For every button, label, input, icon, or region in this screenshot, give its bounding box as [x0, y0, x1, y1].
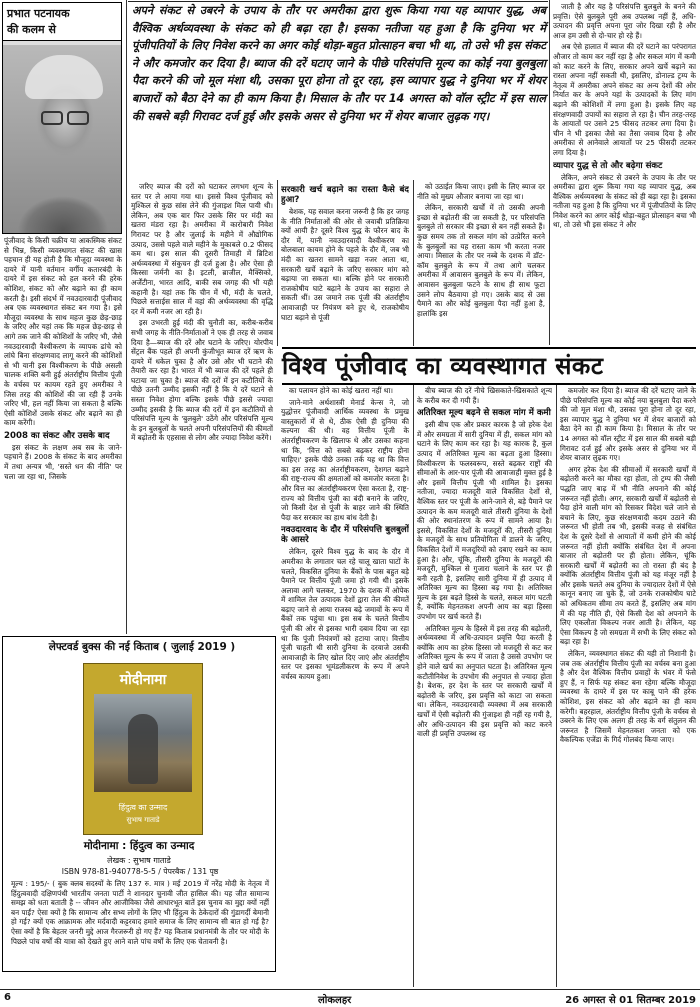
subheading: व्यापार युद्ध से तो और बढ़ेगा संकट	[553, 160, 663, 171]
book-advertisement	[2, 636, 276, 972]
paragraph: को उठाईत किया जाए। इसी के लिए ब्याज दर नीति को मुख्य औजार बनाया जा रहा था।	[417, 182, 545, 201]
author-photo	[3, 45, 121, 233]
paragraph: अब ऐसे हालात में ब्याज की दरें घटाने का परंपरागत औजार तो काम कर नहीं रहा है और सकल मांग में कमी को काट करने के लिए, सरकार अपने खर्चे बढ़ाने का रास्ता अपना नहीं सकती थी, इसलिए, डोनाल्ड ट्रम्प के नेतृत्व में अमरीका अपने संकट का अन्य देशों की ओर निर्यात कर के अपने यहां के उत्पादकों के लिए मांग बढ़ाने की कोशिशों में लगा हुआ है। इसके लिए वह संरक्षणवादी उपायों का सहारा ले रहा है। चीन तरह-तरह के आयातों पर उसने 25 फीसद तटकर लगा दिया है। चीन ने भी इसका जैसे का तैसा जवाब दिया है और अमरीका से आनेवाले आयातों पर 25 फीसदी तटकर लगा दिया है।	[553, 42, 696, 157]
pull-quote: अपने संकट से उबरने के उपाय के तौर पर अमरीका द्वारा शुरू किया गया यह व्यापार युद्ध, अब वैश्विक अर्थव्यवस्था के संकट को ही बढ़ा रहा है। इसका नतीजा यह हुआ है कि दुनिया भर में पूंजीपतियों के लिए निवेश करने का अगर कोई थोड़ा-बहुत प्रोत्साहन बचा भी था, तो उसे भी इस संकट ने और कमजोर कर दिया है। ब्याज की दरें घटाए जाने के पीछे परिसंपत्ति मूल्य का कोई नया बुलबुला पैदा करने की जो मूल मंशा थी, उसका पूरा होना तो दूर रहा, इस व्यापार युद्ध ने दुनिया भर में शेयर बाजारों को बैठा देने का ही काम किया है। मिसाल के तौर पर 14 अगस्त को वॉल स्ट्रीट में इस साल की सबसे बड़ी गिरावट दर्ज हुई और इसके असर से दुनिया भर में शेयर बाजार लुढ़क गए।	[132, 4, 546, 123]
subheading: सरकारी खर्च बढ़ाने का रास्ता कैसे बंद हुआ?	[281, 185, 409, 205]
article-headline: विश्व पूंजीवाद का व्यवस्थागत संकट	[282, 347, 696, 385]
subheading: नवउदारवाद के दौर में परिसंपत्ति बुलबुलों के आसरे	[281, 525, 409, 546]
subheading: अतिरिक्त मूल्य बढ़ने से सकल मांग में कमी	[417, 408, 551, 419]
paragraph: कमजोर कर दिया है। ब्याज की दरें घटाए जाने के पीछे परिसंपत्ति मूल्य का कोई नया बुलबुला पैदा करने की जो मूल मंशा थी, उसका पूरा होना तो दूर रहा, इस व्यापार युद्ध ने दुनिया भर में शेयर बाजारों को बैठा देने का ही काम किया है। मिसाल के तौर पर 14 अगस्त को वॉल स्ट्रीट में इस साल की सबसे बड़ी गिरावट दर्ज हुई और इसके असर से दुनिया भर में शेयर बाजार लुढ़क गए।	[560, 386, 696, 463]
paragraph: लेकिन, सरकारी खर्चों में तो उसकी अपनी इच्छा से बढ़ोतरी की जा सकती है, पर परिसंपत्ति बुलबुले तो सरकार की इच्छा से बन नहीं सकते हैं। कुछ समय तक तो सकल मांग को उत्प्रेरित करने के बुलबुलों का यह रास्ता काम भी करता नजर आया। मिसाल के तौर पर नब्बे के दशक में डॉट-कॉम बुलबुले के रूप में तथा आगे चलकर अमरीका में आवासन बुलबुले के रूप में। लेकिन, आवासन बुलबुला फटने के साथ ही साथ फूटा उसने लोप बैठवाया हो गए। उसके बाद से उस पैमाने का और कोई बुलबुला पैदा नहीं हुआ है, हालांकि इस	[417, 203, 545, 318]
article-column-5	[553, 2, 696, 345]
article-column-8	[560, 386, 696, 986]
article-column-3	[281, 182, 409, 344]
paragraph: जरिए ब्याज की दरों को घटाकर लगभग शून्य के स्तर पर ले आया गया था। इससे विश्व पूंजीवाद को मुश्किल से कुछ सांस लेने की गुंजाइश मिल पायी थी। लेकिन, अब एक बार फिर उसके सिर पर मंदी का खतरा मंडरा रहा है। अमरीका में कारोबारी निवेश गिरावट पर है और जुलाई के महीने में औद्योगिक उत्पाद, उससे पहले वाले महीने के मुकाबले 0.2 फीसद कम था। इस साल की दूसरी तिमाही में ब्रिटिश अर्थव्यवस्था में संकुचन ही दर्ज हुआ है। और ऐसा ही किस्सा जर्मनी का है। इटली, ब्राजील, मैक्सिको, अर्जेंटीना, भारत आदि, बाकी सब जगह की भी यही कहानी है। यहां तक कि चीन में भी, मंदी के चलते, पिछले सत्ताईस साल में वहां की अर्थव्यवस्था की वृद्धि दर में कमी नजर आ रही है।	[131, 182, 273, 316]
article-column-6	[281, 386, 409, 986]
paragraph: अतिरिक्त मूल्य के हिस्से में इस तरह की बढ़ोतरी, अर्थव्यवस्था में अधि-उत्पादन प्रवृत्ति पैदा करती है क्योंकि आय का हरेक हिस्सा जो मजदूरी से कट कर अतिरिक्त मूल्य के रूप में जाता है उससे उपभोग पर होने वाले खर्च का अनुपात घटता है। अतिरिक्त मूल्य कटौतीनिवेश के उपभोग की अनुपात से ज्यादा होता है। बेशक, हर देश के स्तर पर सरकारी खर्चों में बढ़ोतरी के जरिए, इस प्रवृत्ति को काटा जा सकता था। लेकिन, नवउदारवादी व्यवस्था में अब सरकारी खर्चों में ऐसी बढ़ोतरी की गुंजाइश ही नहीं रह गयी है, और अधि-उत्पादन की इस प्रवृत्ति को काट करने वाली ही प्रवृत्ति उपलब्ध रह	[417, 623, 552, 739]
book-ad-header: लेफ्टवर्ड बुक्स की नई किताब ( जुलाई 2019 )	[48, 641, 236, 653]
paragraph: लेकिन, व्यवस्थागत संकट की यही तो निशानी है। जब तक अंतर्राष्ट्रीय वित्तीय पूंजी का वर्चस्व बना हुआ है और देश वैश्विक वित्तीय प्रवाहों के भंवर में फंसे हुए हैं, न सिर्फ यह संकट बना रहेगा बल्कि मौजूदा व्यवस्था के दायरे में इस पर काबू पाने की हरेक कोशिश, इस संकट को और बढ़ाने का ही काम करेगी। बहरहाल, अंतर्राष्ट्रीय वित्तीय पूंजी के वर्चस्व से उबरने के लिए एक अलग ही तरह के वर्ग संतुलन की जरूरत है जिसमें मेहनतकश जनता को एक वैकल्पिक एजेंडा के गिर्द गोलबंद किया जाए।	[560, 649, 696, 745]
book-isbn: ISBN 978-81-940778-5-5 / पेपरबैक / 131 पृष्ठ	[61, 867, 219, 876]
book-cover-image	[94, 694, 192, 792]
paragraph: अगर हरेक देश की सीमाओं में सरकारी खर्चों में बढ़ोतरी करने का मौका रहा होता, तो ट्रम्प की जैसी पद्धति जाए बाढ़ में भी नीति अपनाने की कोई जरूरत नहीं होती। अगर, सरकारी खर्चों में बढ़ोतरी से पैदा होने वाली मांग को रिसकर विदेश चले जाने से बचाने के लिए, कुछ संरक्षणवादी कदम उठाने की जरूरत भी होती तब भी, इसकी वजह से संबंधित देश के दूसरे देशों से आयातों में कमी होने की कोई जरूरत नहीं होती क्योंकि संबंधित देश में अपना बाजार तो बढ़ोतरी पर ही होता। लेकिन, चूंकि सरकारी खर्चों में बढ़ोतरी का तो रास्ता ही बंद है क्योंकि अंतर्राष्ट्रीय वित्तीय पूंजी को यह मंजूर नहीं है और इसके चलते अब दुनिया के ज्यादातर देशों में ऐसे कानून बनाए जा चुके हैं, जो उनके राजकोषीय घाटे को अधिकतम सीमा तय करते हैं, इसलिए अब मांग में की यह नीति ही, ऐसे किसी देश को अपनाने के लिए एकलौता विकल्प नजर आती है। लेकिन, यह ऐसा विकल्प है जो समग्रता में सभी के लिए संकट को बढ़ा रहा है।	[560, 464, 696, 647]
paragraph: इस उभरती हुई मंदी की चुनौती का, करीब-करीब सभी जगह के नीति-निर्माताओं ने एक ही तरह से जवाब दिया है—ब्याज की दरें और घटाने के जरिए। योरपीय सेंट्रल बैंक पहले ही अपनी कुंजीभूत ब्याज दरें ऋण के दायरे में धकेल चुका है और उसे और भी घटाने की तैयारी कर रहा है। भारत में भी ब्याज की दरें पहले ही घटाया जा चुका है। ब्याज की दरों में इन कटौतियों के पीछे उतनी उम्मीद इसकी नहीं है कि ये दरें घटाने से सस्ता निवेश होगा बल्कि इसके पीछे इससे ज्यादा उम्मीद इसकी है कि ब्याज की दरों में इन कटौतियों से परिसंपत्ति मूल्य के 'बुलबुले' उठेंगे और परिसंपत्ति मूल्य के इन बुलबुलों के चलते अपनी परिसंपत्तियों की कीमतों में बढ़ोतरी के एहसास से लोग और ज्यादा निवेश करेंगे।	[131, 318, 273, 443]
article-column-1	[4, 236, 122, 632]
paragraph: जाने-माने अर्थशास्त्री मेनार्ड केन्स ने, जो युद्धोत्तर पूंजीवादी आर्थिक व्यवस्था के प्रमुख वास्तुकारों में से थे, ठीक ऐसी ही दुनिया की कल्पना की थी। वह वित्तीय पूंजी के अंतर्राष्ट्रीयकरण के खिलाफ थे और उसका कहना था कि, 'वित्त को सबसे बढ़कर राष्ट्रीय होना चाहिए।' इसके पीछे उनका तर्क यह था कि वित्त का इस तरह का अंतर्राष्ट्रीयकरण, देशगत बढ़ाने की राष्ट्र-राज्य की क्षमताओं को कमजोर करता है। और वित्त का अंतर्राष्ट्रीयकरण ऐसा करता है, राष्ट्र-राज्य को वित्तीय पूंजी का बंदी बनाने के जरिए, जो किसी देश से पूंजी के बाहर जाने की स्थिति पैदा कर सरकार का हाथ बांध देती है।	[281, 397, 409, 522]
book-description: मूल्य : 195/- ( बुक क्लब सदस्यों के लिए 137 रु. मात्र ) मई 2019 में नरेंद्र मोदी के नेतृत्व में हिंदुत्ववादी दक्षिणपंथी भारतीय जनता पार्टी ने शानदार चुनावी जीत हासिल की। यह जीत सामान्य समझ को धता बताती है -- जीवन और आजीविका जैसे आधारभूत बातें इस चुनाव का मुद्दा क्यों नहीं बन पाईं? ऐसा क्यों है कि सामान्य और सभ्य लोगों के लिए भी हिंदुत्व के ठेकेदारों की गुंडागर्दी बेमानी हो गई? क्यों एक आक्रामक और मर्दवादी कट्टरवाद हमारे समाज के लिए सामान्य सी बात हो गई है? ऐसा क्यों है कि बेहतर जनरी मुद्दे आज गैरजरूरी हो गए हैं? यह किताब प्रधानमंत्री के तौर पर मोदी के पिछले पांच वर्षों की यात्रा को देखते हुए आने वाले पांच वर्षों के लिए एक चेतावनी है।	[11, 879, 269, 946]
issue-date: 26 अगस्त से 01 सितम्बर 2019	[565, 995, 696, 1006]
author-byline: की कलम से	[7, 23, 56, 36]
subheading: 2008 का संकट और उसके बाद	[4, 430, 110, 441]
book-cover-subtitle: हिंदुत्व का उन्माद	[118, 803, 168, 812]
book-author: लेखक : सुभाष गाताडे	[107, 856, 171, 865]
book-cover[interactable]	[83, 663, 203, 835]
author-caption	[3, 3, 121, 41]
book-cover-author: सुभाष गाताडे	[126, 816, 160, 824]
author-name: प्रभात पटनायक	[7, 7, 70, 20]
article-column-2	[131, 182, 273, 636]
article-column-4	[417, 182, 545, 344]
paragraph: लेकिन, अपने संकट से उबरने के उपाय के तौर पर अमरीका द्वारा शुरू किया गया यह व्यापार युद्ध, अब वैश्विक अर्थव्यवस्था के संकट को ही बढ़ा रहा है। इसका नतीजा यह हुआ है कि दुनिया भर में पूंजीपतियों के लिए निवेश करने का अगर कोई थोड़ा-बहुत प्रोत्साहन बचा भी था, तो उसे भी इस संकट ने और	[553, 172, 696, 230]
author-box	[2, 2, 122, 234]
paragraph: पूंजीवाद के किसी चक्रीय या आकस्मिक संकट से भिन्न, किसी व्यवस्थागत संकट की खास पहचान ही यह होती है कि मौजूदा व्यवस्था के दायरे में यानी वर्तमान वर्गीय कतारबंदी के दायरे में इस संकट को हल करने की हरेक कोशिश, संकट को और बढ़ाने का ही काम करती है। इसी संदर्भ में नवउदारवादी पूंजीवाद अब एक व्यवस्थागत संकट बन गया है। इसे मौजूदा व्यवस्था के साथ महज कुछ छेड़-छाड़ के जरिए और यहां तक कि महज छेड़-छाड़ से आगे तक जाने की कोशिशों के जरिए भी, जैसे नवउदारवादी वैश्वीकरण के व्यापक ढांचे को लांघे बिना संरक्षणवाद लागू करने की कोशिशों से भी यानी इस विश्वीकरण के पीछे असली चालक शक्ति बनी हुई अंतर्राष्ट्रीय वित्तीय पूंजी के वर्चस्व पर कायम रहते हुए अमरीका ने जिस तरह की कोशिशें की जा रही हैं उनके जरिए भी, हल नहीं किया जा सकता है बल्कि ऐसी कोशिशें उसके संकट और बढ़ाने का ही काम करेंगी।	[4, 236, 122, 428]
paragraph: बीच ब्याज की दरें नीचे खिसकाते-खिसकाते शून्य के करीब कर दी गयी हैं।	[417, 386, 552, 405]
article-column-7	[417, 386, 552, 986]
paragraph: जाती है और यह है परिसंपत्ति बुलबुले के बनने की प्रवृत्ति। ऐसे बुलबुले पूरी अब उपलब्ध नहीं हैं, अधि-उत्पादन की प्रवृत्ति अपना पूरा जोर दिखा रही है और आज हम उसी से दो-चार हो रहे हैं।	[553, 2, 696, 40]
paragraph: लेकिन, दूसरे विश्व युद्ध के बाद के दौर में अमरीका के लगातार चल रहे चालू खाता घाटों के चलते, विकसित दुनिया के बैंकों के पास बहुत बड़े पैमाने पर वित्तीय पूंजी जमा हो गयी थी। इसके अलावा आगे चलकर, 1970 के दशक में ओपेक में शामिल तेल उत्पादक देशों द्वारा तेल की कीमतें बढ़ाए जाने से आया राजस्व बढ़े जमावों के रूप में बैंकों तक पहुंचा था। इस सब के चलते वित्तीय पूंजी की ओर से इसका भारी दबाव दिया जा रहा था कि पूंजी नियंत्रणों को हटाया जाए। वित्तीय पूंजी चाहती थी सारी दुनिया के दरवाजे उसकी आवाजाही के लिए खोल दिए जाएं और अंतर्राष्ट्रीय स्तर पर इसका भूमंडलीकरण के रूप में अपने वर्चस्व कायम हुआ।	[281, 547, 409, 682]
paragraph: इसी बीच एक और प्रकार कारक है जो हरेक देश में और समग्रता में सारी दुनिया में ही, सकल मांग को घटाने के लिए काम कर रहा है। यह कारक है, कुल उत्पाद में अतिरिक्त मूल्य का बढ़ता हुआ हिस्सा। विश्वीकरण के फलस्वरूप, सस्ते बढ़कर राष्ट्रों की सीमाओं के आर-पार पूंजी की आवाजाही मुक्त हुई है और इसमें वित्तीय पूंजी भी शामिल है। इसका नतीजा, ज्यादा मजदूरी वाले विकसित देशों से, वैश्विक स्तर पर पूंजी के आने-जाने से, बड़े पैमाने पर उत्पादन के कम मजदूरी वाले तीसरी दुनिया के देशों की ओर स्थानांतरण के रूप में सामने आया है। इससे, विकसित देशों के मजदूरों की, तीसरी दुनिया के मजदूरों के साथ प्रतियोगिता में डालने के जरिए, विकसित देशों में मजदूरियों को दबाए रखने का काम हुआ है। और, चूंकि, तीसरी दुनिया के मजदूरों की मजदूरी, मुश्किल से गुजारा चलाने के स्तर पर ही बनी रहती है, इसलिए सारी दुनिया में ही उत्पाद में अतिरिक्त मूल्य का हिस्सा बढ़ गया है। अतिरिक्त मूल्य के इस बढ़ते हिस्से के चलते, सकल मांग घटती है, क्योंकि मेहनतकश अपनी आय का बड़ा हिस्सा उपभोग पर खर्च करते हैं।	[417, 420, 552, 622]
publication-name: लोकलहर	[318, 995, 352, 1006]
book-cover-title: मोदीनामा	[119, 672, 167, 688]
book-title: मोदीनामा : हिंदुत्व का उन्माद	[83, 840, 195, 852]
paragraph: का पलायन होने का कोई खतरा नहीं था।	[289, 386, 393, 395]
paragraph: बेशक, यह सवाल करना जरूरी है कि हर जगह के नीति निर्माताओं की ओर से जवाबी प्रतिक्रिया क्यों आयी है? दूसरे विश्व युद्ध के फौरन बाद के दौर में, यानी नवउदारवादी वैश्वीकरण का बोलबाला कायम होने के पहले के दौर में, जब भी मंदी का खतरा सामने खड़ा नजर आता था, सरकारी खर्चे बढ़ाने के जरिए सरकार मांग को बढ़ाया जा सकता था। बल्कि होने पर सरकारी राजकोषीय घाटे बढ़ाने के उपाय का सहारा ले सकती थीं। उस जमाने तक पूंजी की अंतर्राष्ट्रीय आवाजाही पर नियंत्रण बने हुए थे, राजकोषीय घाटा बढ़ाने से पूंजी	[281, 207, 409, 322]
page-number: 6	[4, 992, 11, 1003]
paragraph: इस संकट के लक्षण अब सब के जाने-पहचाने हैं। 2008 के संकट के बाद अमरीका में तथा अन्यत्र भी, 'सस्ते धन की नीति' पर चला जा रहा था, जिसके	[4, 442, 122, 481]
